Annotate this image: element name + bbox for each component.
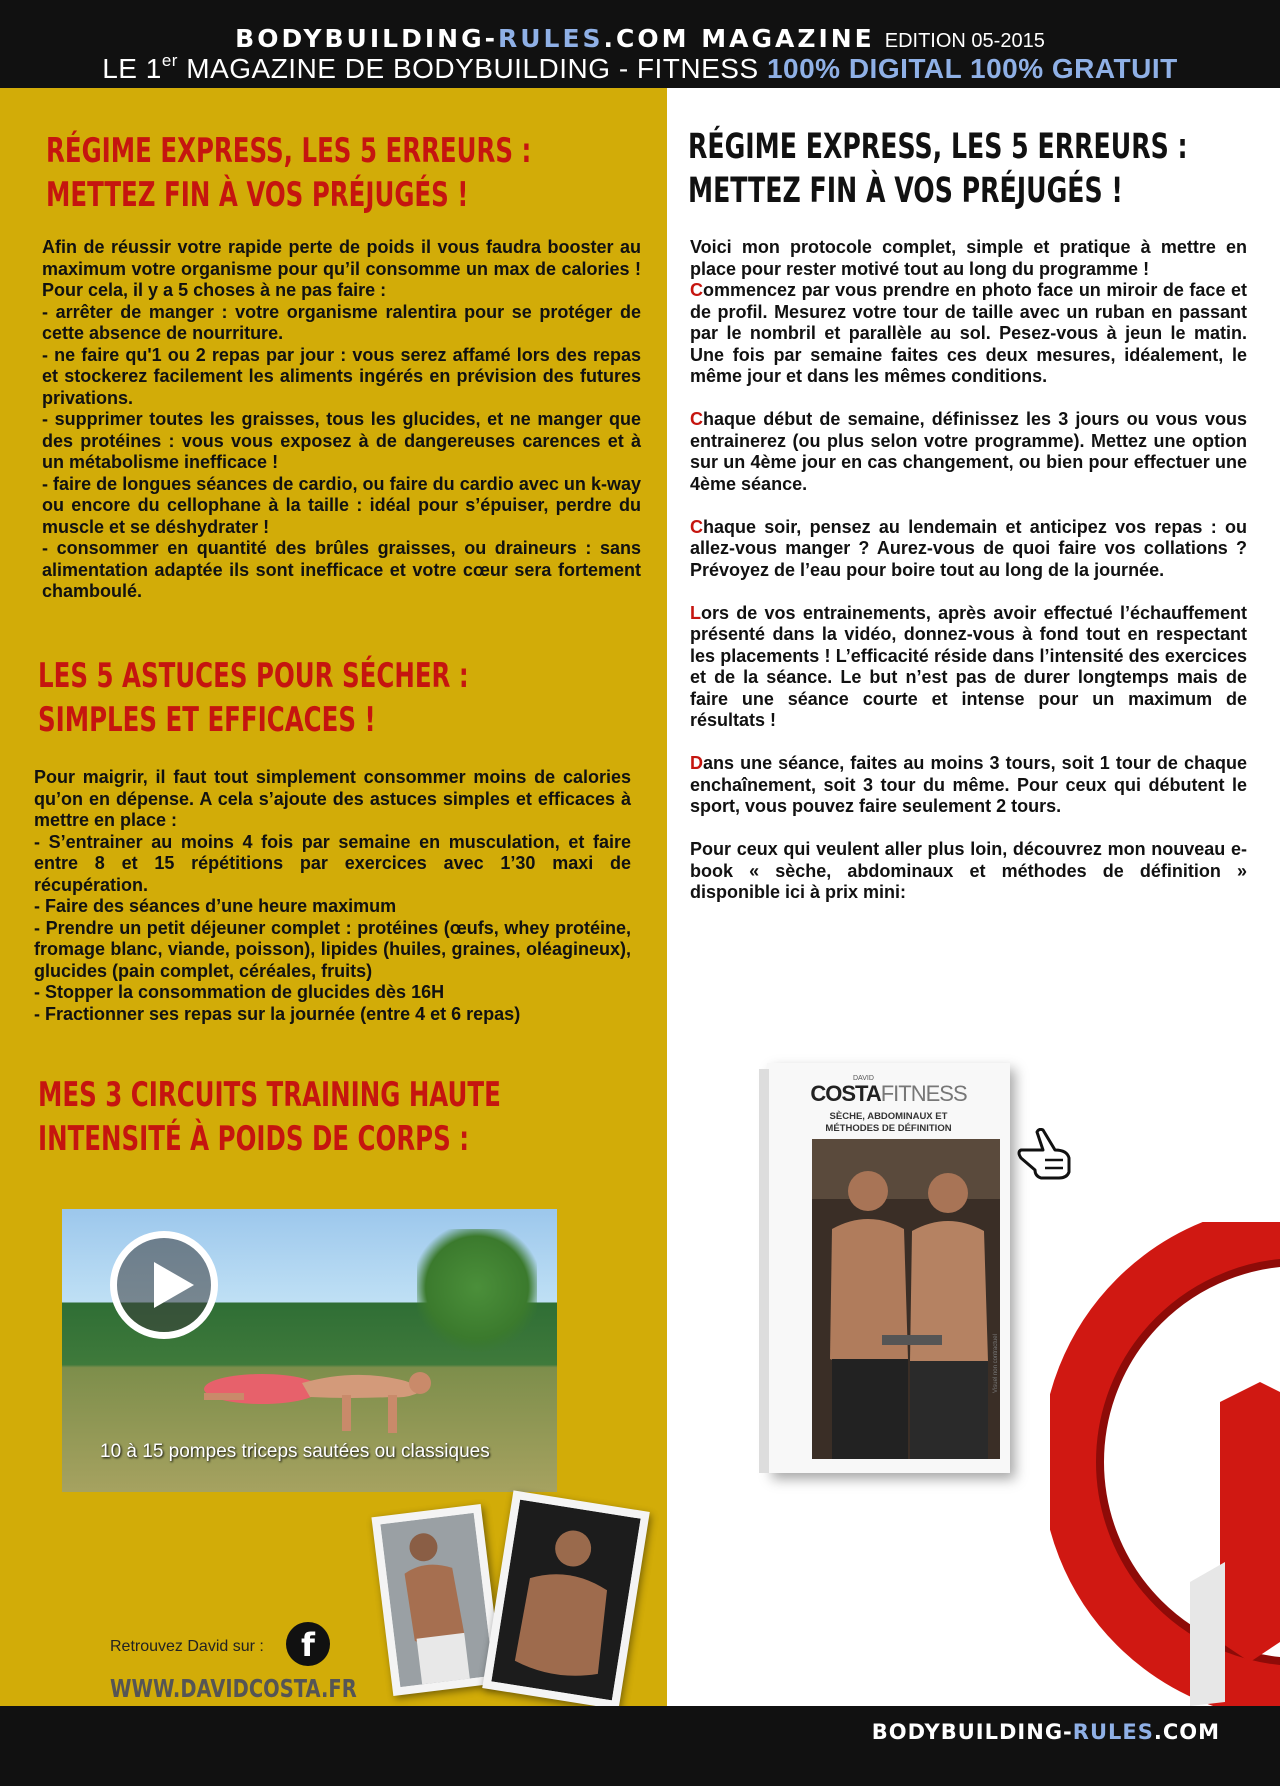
website-link[interactable]: WWW.DAVIDCOSTA.FR <box>110 1674 357 1703</box>
section2-title-line2: SIMPLES ET EFFICACES ! <box>38 700 376 740</box>
right-paragraph <box>690 603 1247 732</box>
section1-item: - supprimer toutes les graisses, tous les glucides, et ne manger que des protéines : vous vous exposez à de dangereuses carences et à un métabolisme inefficace ! <box>42 409 641 472</box>
right-paragraph <box>690 280 1247 388</box>
red-sign-graphic <box>1050 1222 1280 1706</box>
magazine-footer <box>0 1706 1280 1786</box>
photo-image <box>491 1500 640 1701</box>
section1-title-line2: METTEZ FIN À VOS PRÉJUGÉS ! <box>46 175 469 215</box>
paragraph-text: haque début de semaine, définissez les 3 jours ou vous vous entrainerez (ou plus selon votre programme). Mettez une option sur un 4ème jour en cas changement, ou bien pour effectuer une 4ème séance. <box>690 409 1247 494</box>
ebook-disclaimer: Visuel non contractuel <box>993 1334 999 1393</box>
section1-item: - arrêter de manger : votre organisme ralentira pour se protéger de cette absence de nourriture. <box>42 301 641 343</box>
section1-title <box>46 129 720 217</box>
paragraph-text: ans une séance, faites au moins 3 tours, soit 1 tour de chaque enchaînement, soit 3 tour du même. Pour ceux qui débutent le sport, vous pouvez faire seulement 2 tours. <box>690 753 1247 816</box>
right-paragraph <box>690 517 1247 582</box>
paragraph-cap: L <box>690 602 701 623</box>
pointing-hand-icon <box>1017 1128 1075 1180</box>
footer-brand-rules: RULES <box>1072 1720 1154 1744</box>
section2-title-line1: LES 5 ASTUCES POUR SÉCHER : <box>38 656 469 696</box>
section2-body <box>34 767 631 1025</box>
photo-david-1 <box>371 1504 502 1696</box>
video-person-pushup <box>192 1349 452 1439</box>
follow-label: Retrouvez David sur : <box>110 1638 264 1655</box>
paragraph-text: ommencez par vous prendre en photo face un miroir de face et de profil. Mesurez votre tour de taille avec un ruban en passant par le nombril et parallèle au sol. Pesez-vous à jeun le matin. Une fois par semaine faites ces deux mesures, idéalement, le même jour et dans les mêmes conditions. <box>690 280 1247 386</box>
ebook-photo <box>812 1139 1000 1459</box>
paragraph-cap: C <box>690 516 703 537</box>
section2-title <box>38 654 636 742</box>
section1-item: - ne faire qu'1 ou 2 repas par jour : vous serez affamé lors des repas et stockerez facilement les aliments ingérés en prévision des futures privations. <box>42 344 641 408</box>
section1-item: - consommer en quantité des brûles graisses, ou draineurs : sans alimentation adaptée ils sont inefficace et votre cœur sera fortement chamboulé. <box>42 538 641 601</box>
tagline-part: MAGAZINE DE BODYBUILDING - FITNESS <box>177 53 767 84</box>
section1-title-line1: RÉGIME EXPRESS, LES 5 ERREURS : <box>46 131 532 171</box>
header-tagline <box>0 52 1280 86</box>
section2-item: - S’entrainer au moins 4 fois par semaine en musculation, et faire entre 8 et 15 répétitions par exercices avec 1’30 maxi de récupération. <box>34 831 631 895</box>
right-paragraph <box>690 753 1247 818</box>
ebook-subtitle-line2: MÉTHODES DE DÉFINITION <box>825 1123 952 1134</box>
right-title-line2: METTEZ FIN À VOS PRÉJUGÉS ! <box>688 171 1123 211</box>
tagline-highlight: 100% DIGITAL 100% GRATUIT <box>766 53 1178 84</box>
section2-intro: Pour maigrir, il faut tout simplement consommer moins de calories qu’on en dépense. A cela s’ajoute des astuces simples et efficaces à mettre en place : <box>34 767 631 830</box>
ebook-brand <box>767 1081 1010 1107</box>
section3-title-line1: MES 3 CIRCUITS TRAINING HAUTE <box>38 1075 501 1115</box>
photo-image <box>380 1513 493 1687</box>
video-caption: 10 à 15 pompes triceps sautées ou classiques <box>100 1441 490 1462</box>
paragraph-cap: C <box>690 280 703 300</box>
section3-title-line2: INTENSITÉ À POIDS DE CORPS : <box>38 1119 470 1159</box>
section2-item: - Faire des séances d’une heure maximum <box>34 896 397 916</box>
right-title-line1: RÉGIME EXPRESS, LES 5 ERREURS : <box>688 127 1188 167</box>
training-video[interactable] <box>62 1209 557 1492</box>
paragraph-cap: C <box>690 409 703 429</box>
paragraph-cap: D <box>690 753 703 773</box>
section1-body <box>42 237 641 603</box>
footer-brand[interactable] <box>872 1720 1220 1744</box>
header-brand-rules: RULES <box>497 24 604 53</box>
ebook-brand-costa: COSTA <box>810 1081 881 1106</box>
right-title <box>688 125 1280 213</box>
right-paragraph <box>690 839 1247 904</box>
paragraph-text: ors de vos entrainements, après avoir effectué l’échauffement présenté dans la vidéo, donnez-vous à fond tout en respectant les placements ! L’efficacité réside dans l’intensité des exercices et de la séance. Le but n’est pas de durer longtemps mais de faire une séance courte et intense pour un maximum de résultats ! <box>690 602 1247 730</box>
header-brand-part: BODYBUILDING- <box>235 24 498 53</box>
facebook-icon[interactable]: f <box>286 1622 330 1666</box>
ebook-subtitle-line1: SÈCHE, ABDOMINAUX ET <box>829 1111 948 1122</box>
section2-item: - Stopper la consommation de glucides dès 16H <box>34 982 445 1002</box>
ebook-david-label: DAVID <box>853 1075 874 1082</box>
ebook-cover[interactable] <box>767 1063 1010 1473</box>
tagline-part: LE 1 <box>102 53 162 84</box>
play-icon[interactable] <box>110 1231 218 1339</box>
right-paragraph <box>690 409 1247 495</box>
edition-label: EDITION 05-2015 <box>884 30 1045 52</box>
paragraph-text: Pour ceux qui veulent aller plus loin, découvrez mon nouveau e-book « sèche, abdominaux et méthodes de définition » disponible ici à prix mini: <box>690 839 1247 902</box>
right-paragraph <box>690 237 1247 280</box>
video-tree <box>417 1229 537 1359</box>
section1-item: - faire de longues séances de cardio, ou faire du cardio avec un k-way ou encore du cellophane à la taille : idéal pour s’épuiser, perdre du muscle et se déshydrater ! <box>42 473 641 537</box>
ebook-brand-fitness: FITNESS <box>880 1081 967 1106</box>
section2-item: - Prendre un petit déjeuner complet : protéines (œufs, whey protéine, fromage blanc, viande, poisson), lipides (huiles, graines, oléagineux), glucides (pain complet, céréales, fruits) <box>34 917 631 981</box>
right-body <box>690 237 1247 904</box>
section2-item: - Fractionner ses repas sur la journée (entre 4 et 6 repas) <box>34 1003 521 1024</box>
section1-intro: Afin de réussir votre rapide perte de poids il vous faudra booster au maximum votre organisme pour qu’il consomme un max de calories ! Pour cela, il y a 5 choses à ne pas faire : <box>42 237 641 300</box>
paragraph-text: Voici mon protocole complet, simple et pratique à mettre en place pour rester motivé tout au long du programme ! <box>690 237 1247 279</box>
footer-brand-part: BODYBUILDING- <box>871 1720 1073 1744</box>
ebook-subtitle <box>767 1111 1010 1135</box>
paragraph-text: haque soir, pensez au lendemain et anticipez vos repas : ou allez-vous manger ? Aurez-vous de quoi faire vos collations ? Prévoyez de l’eau pour boire tout au long de la journée. <box>690 516 1247 580</box>
section3-title <box>38 1073 681 1161</box>
footer-brand-part: .COM <box>1153 1720 1220 1744</box>
header-brand-part: .COM MAGAZINE <box>603 24 875 53</box>
tagline-sup: er <box>161 51 178 70</box>
magazine-header <box>0 0 1280 88</box>
